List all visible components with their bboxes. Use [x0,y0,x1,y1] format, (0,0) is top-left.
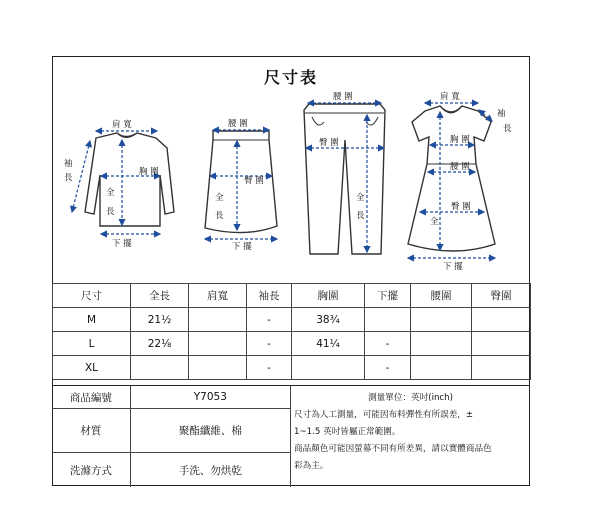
table-cell: L [53,332,131,356]
note-line: 1~1.5 英吋皆屬正常範圍。 [294,427,401,437]
dress-sleeve-label-1: 袖 [497,109,506,119]
table-cell: 21½ [131,308,189,332]
pants-hip-label: 臀 圍 [319,138,339,148]
header-cell: 臀圍 [472,284,531,308]
pants-length-label-2: 長 [356,211,365,221]
table-cell: 41¼ [292,332,365,356]
table-cell [411,332,472,356]
header-cell: 全長 [131,284,189,308]
table-row [53,356,531,380]
header-cell: 下擺 [365,284,411,308]
table-cell: M [53,308,131,332]
dress-length-label: 全 [430,217,439,227]
material-label: 材質 [52,409,131,452]
wash-label: 洗滌方式 [52,453,131,487]
shirt-shoulder-label: 肩 寬 [112,120,132,130]
pants-diagram [304,91,385,254]
table-cell: - [247,356,292,380]
table-cell [472,332,531,356]
table-cell [472,308,531,332]
skirt-hem-label: 下 擺 [232,242,252,252]
product-info [52,385,530,487]
table-cell: - [247,308,292,332]
size-table-header [53,284,531,308]
table-cell: XL [53,356,131,380]
pants-waist-label: 腰 圍 [333,92,353,102]
table-cell [189,332,247,356]
dress-hip-label: 臀 圍 [451,202,471,212]
skirt-waist-label: 腰 圍 [228,119,248,129]
table-cell [131,356,189,380]
product-code-row [52,386,290,409]
pants-outline [304,104,385,254]
shirt-chest-label: 胸 圍 [139,167,159,177]
skirt-length-label-1: 全 [215,193,224,203]
table-cell: - [365,332,411,356]
table-cell [292,356,365,380]
dress-sleeve-label-2: 長 [503,124,512,134]
shirt-hem-label: 下 擺 [112,239,132,249]
dress-outline [408,106,495,251]
dress-waist-label: 腰 圍 [450,162,470,172]
table-row [53,332,531,356]
table-cell [189,356,247,380]
measurement-notes [290,386,530,487]
header-cell: 袖長 [247,284,292,308]
header-cell: 尺寸 [53,284,131,308]
header-cell: 胸圍 [292,284,365,308]
table-cell [365,308,411,332]
table-cell [472,356,531,380]
table-cell [189,308,247,332]
unit-note: 測量單位：英吋(inch) [368,393,453,403]
material-row [52,409,290,453]
shirt-length-label-1: 全 [106,188,115,198]
table-cell [411,308,472,332]
note-line: 彩為主。 [294,461,329,471]
table-cell: - [247,332,292,356]
dress-shoulder-label: 肩 寬 [440,92,460,102]
header-cell: 腰圍 [411,284,472,308]
dress-diagram [408,91,512,272]
table-row [53,308,531,332]
size-table [52,283,531,380]
chart-title: 尺寸表 [263,68,318,87]
header-cell: 肩寬 [189,284,247,308]
shirt-length-label-2: 長 [106,207,115,217]
table-cell: 38¾ [292,308,365,332]
shirt-sleeve-label-1: 袖 [64,159,73,169]
product-code-label: 商品編號 [52,386,131,408]
table-cell: - [365,356,411,380]
skirt-diagram [205,118,277,252]
dress-hem-label: 下 擺 [443,262,463,272]
table-cell: 22⅛ [131,332,189,356]
note-line: 尺寸為人工測量，可能因布料彈性有所誤差，± [294,410,474,420]
material-value: 聚酯纖維、棉 [178,425,242,437]
shirt-diagram [64,119,174,249]
skirt-length-label-2: 長 [215,211,224,221]
pants-length-label-1: 全 [356,193,365,203]
shirt-sleeve-label-2: 長 [64,173,73,183]
skirt-hip-label: 臀 圍 [244,176,264,186]
table-cell [411,356,472,380]
note-line: 商品顏色可能因螢幕不同有所差異，請以實體商品色 [294,444,492,454]
shirt-outline [85,133,174,226]
wash-value: 手洗、勿烘乾 [178,464,242,477]
dress-chest-label: 胸 圍 [450,135,470,145]
product-code-value: Y7053 [193,391,227,403]
wash-row [52,453,290,487]
